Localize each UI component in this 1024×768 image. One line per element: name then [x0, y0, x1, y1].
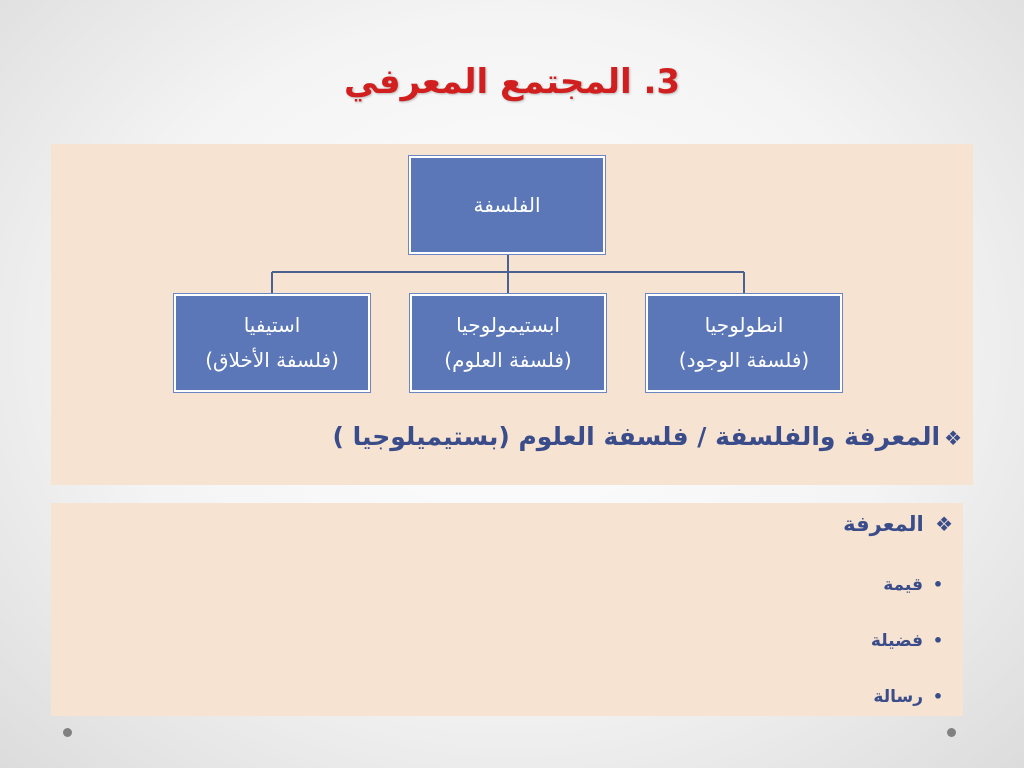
knowledge-heading-text: المعرفة: [843, 512, 924, 536]
list-item: [60, 626, 953, 682]
slide-title: 3. المجتمع المعرفي: [343, 62, 681, 102]
philosophy-node-label: الفلسفة: [473, 192, 541, 217]
knowledge-heading: [60, 512, 953, 536]
bullet-dot-icon: •: [932, 687, 944, 706]
ontology-node-subtitle: (فلسفة الوجود): [678, 348, 810, 372]
bullet-dot-icon: •: [932, 575, 944, 594]
diamond-bullet-icon: ❖: [935, 512, 953, 536]
list-item-text: قيمة: [883, 575, 923, 595]
list-item-text: فضيلة: [870, 631, 923, 651]
philosophy-node: [409, 156, 605, 254]
corner-dot-right: [947, 728, 956, 737]
epistemology-node-subtitle: (فلسفة العلوم): [444, 348, 572, 372]
knowledge-list: [60, 570, 953, 738]
ontology-node-title: انطولوجيا: [704, 313, 784, 337]
list-item: [60, 682, 953, 738]
list-item: [60, 570, 953, 626]
diamond-bullet-icon: ❖: [944, 426, 962, 450]
corner-dot-left: [63, 728, 72, 737]
epistemology-node-title: ابستيمولوجيا: [456, 313, 560, 337]
epistemology-node: [410, 294, 606, 392]
philosophy-heading: [60, 422, 962, 451]
bullet-dot-icon: •: [932, 631, 944, 650]
philosophy-heading-text: المعرفة والفلسفة / فلسفة العلوم (بستيميلوجيا ): [332, 422, 941, 451]
ethics-node: [174, 294, 370, 392]
list-item-text: رسالة: [873, 687, 923, 707]
ethics-node-subtitle: (فلسفة الأخلاق): [205, 348, 339, 372]
ontology-node: [646, 294, 842, 392]
ethics-node-title: استيفيا: [243, 313, 301, 337]
